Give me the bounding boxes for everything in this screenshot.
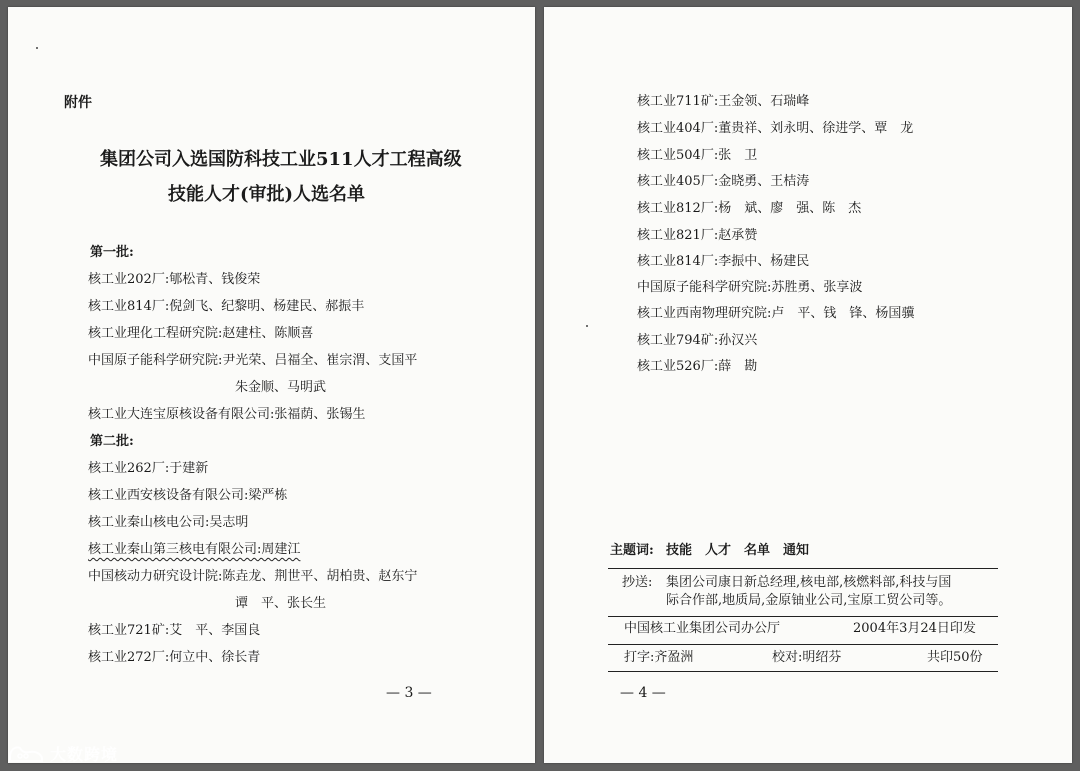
divider	[608, 568, 998, 569]
scan-speck	[586, 325, 588, 327]
subject-label: 主题词:	[610, 543, 654, 558]
list-item: 核工业202厂:郇松青、钱俊荣	[88, 272, 261, 287]
batch-1-heading: 第一批:	[90, 245, 134, 260]
document-page-4	[544, 7, 1072, 763]
list-item-continuation: 朱金顺、马明武	[235, 380, 327, 395]
list-item: 核工业404厂:董贵祥、刘永明、徐进学、覃 龙	[637, 121, 914, 136]
list-item: 核工业821厂:赵承赞	[637, 228, 758, 243]
scan-speck	[36, 47, 38, 49]
list-item: 核工业西安核设备有限公司:梁严栋	[88, 488, 288, 503]
list-item: 核工业812厂:杨 斌、廖 强、陈 杰	[637, 201, 862, 216]
cc-label: 抄送:	[622, 575, 653, 590]
subject-terms: 技能 人才 名单 通知	[666, 543, 810, 558]
cc-line-1: 集团公司康日新总经理,核电部,核燃料部,科技与国	[666, 575, 952, 590]
list-item: 核工业721矿:艾 平、李国良	[88, 623, 261, 638]
page-number: — 3 —	[386, 685, 432, 701]
page-number: — 4 —	[620, 685, 666, 701]
batch-2-heading: 第二批:	[90, 434, 134, 449]
list-item: 核工业理化工程研究院:赵建柱、陈顺喜	[88, 326, 314, 341]
cc-line-2: 际合作部,地质局,金原铀业公司,宝原工贸公司等。	[666, 593, 952, 608]
list-item: 核工业711矿:王金领、石瑞峰	[637, 94, 810, 109]
list-item: 核工业大连宝原核设备有限公司:张福荫、张锡生	[88, 407, 366, 422]
issuer: 中国核工业集团公司办公厅	[624, 621, 781, 636]
divider	[608, 671, 998, 672]
proofreader: 校对:明绍芬	[772, 650, 842, 665]
list-item: 核工业262厂:于建新	[88, 461, 209, 476]
watermark	[8, 742, 118, 765]
list-item: 核工业814厂:倪剑飞、纪黎明、杨建民、郝振丰	[88, 299, 365, 314]
divider	[608, 644, 998, 645]
list-item-highlighted: 核工业秦山第三核电有限公司:周建江	[88, 542, 301, 557]
attachment-label: 附件	[64, 95, 92, 111]
document-title-line-1: 集团公司入选国防科技工业511人才工程高级	[100, 149, 462, 170]
list-item: 核工业秦山核电公司:吴志明	[88, 515, 249, 530]
list-item: 核工业504厂:张 卫	[637, 148, 758, 163]
list-item-continuation: 谭 平、张长生	[235, 596, 327, 611]
typist: 打字:齐盈洲	[624, 650, 694, 665]
list-item: 核工业526厂:薛 勘	[637, 359, 758, 374]
watermark-text: 大数跨境	[50, 745, 119, 764]
list-item: 核工业272厂:何立中、徐长青	[88, 650, 261, 665]
document-page-3	[8, 7, 535, 763]
list-item: 核工业405厂:金晓勇、王桔涛	[637, 174, 810, 189]
print-date: 2004年3月24日印发	[853, 621, 976, 636]
list-item: 中国核动力研究设计院:陈垚龙、荆世平、胡柏贵、赵东宁	[88, 569, 418, 584]
list-item: 核工业794矿:孙汉兴	[637, 333, 758, 348]
list-item: 中国原子能科学研究院:尹光荣、吕福全、崔宗渭、支国平	[88, 353, 418, 368]
shoe-logo-icon	[8, 743, 44, 765]
copies: 共印50份	[927, 650, 983, 665]
list-item: 核工业814厂:李振中、杨建民	[637, 254, 810, 269]
list-item: 核工业西南物理研究院:卢 平、钱 锋、杨国骥	[637, 306, 915, 321]
list-item: 中国原子能科学研究院:苏胜勇、张享波	[637, 280, 863, 295]
divider	[608, 616, 998, 617]
document-title-line-2: 技能人才(审批)人选名单	[168, 184, 366, 205]
